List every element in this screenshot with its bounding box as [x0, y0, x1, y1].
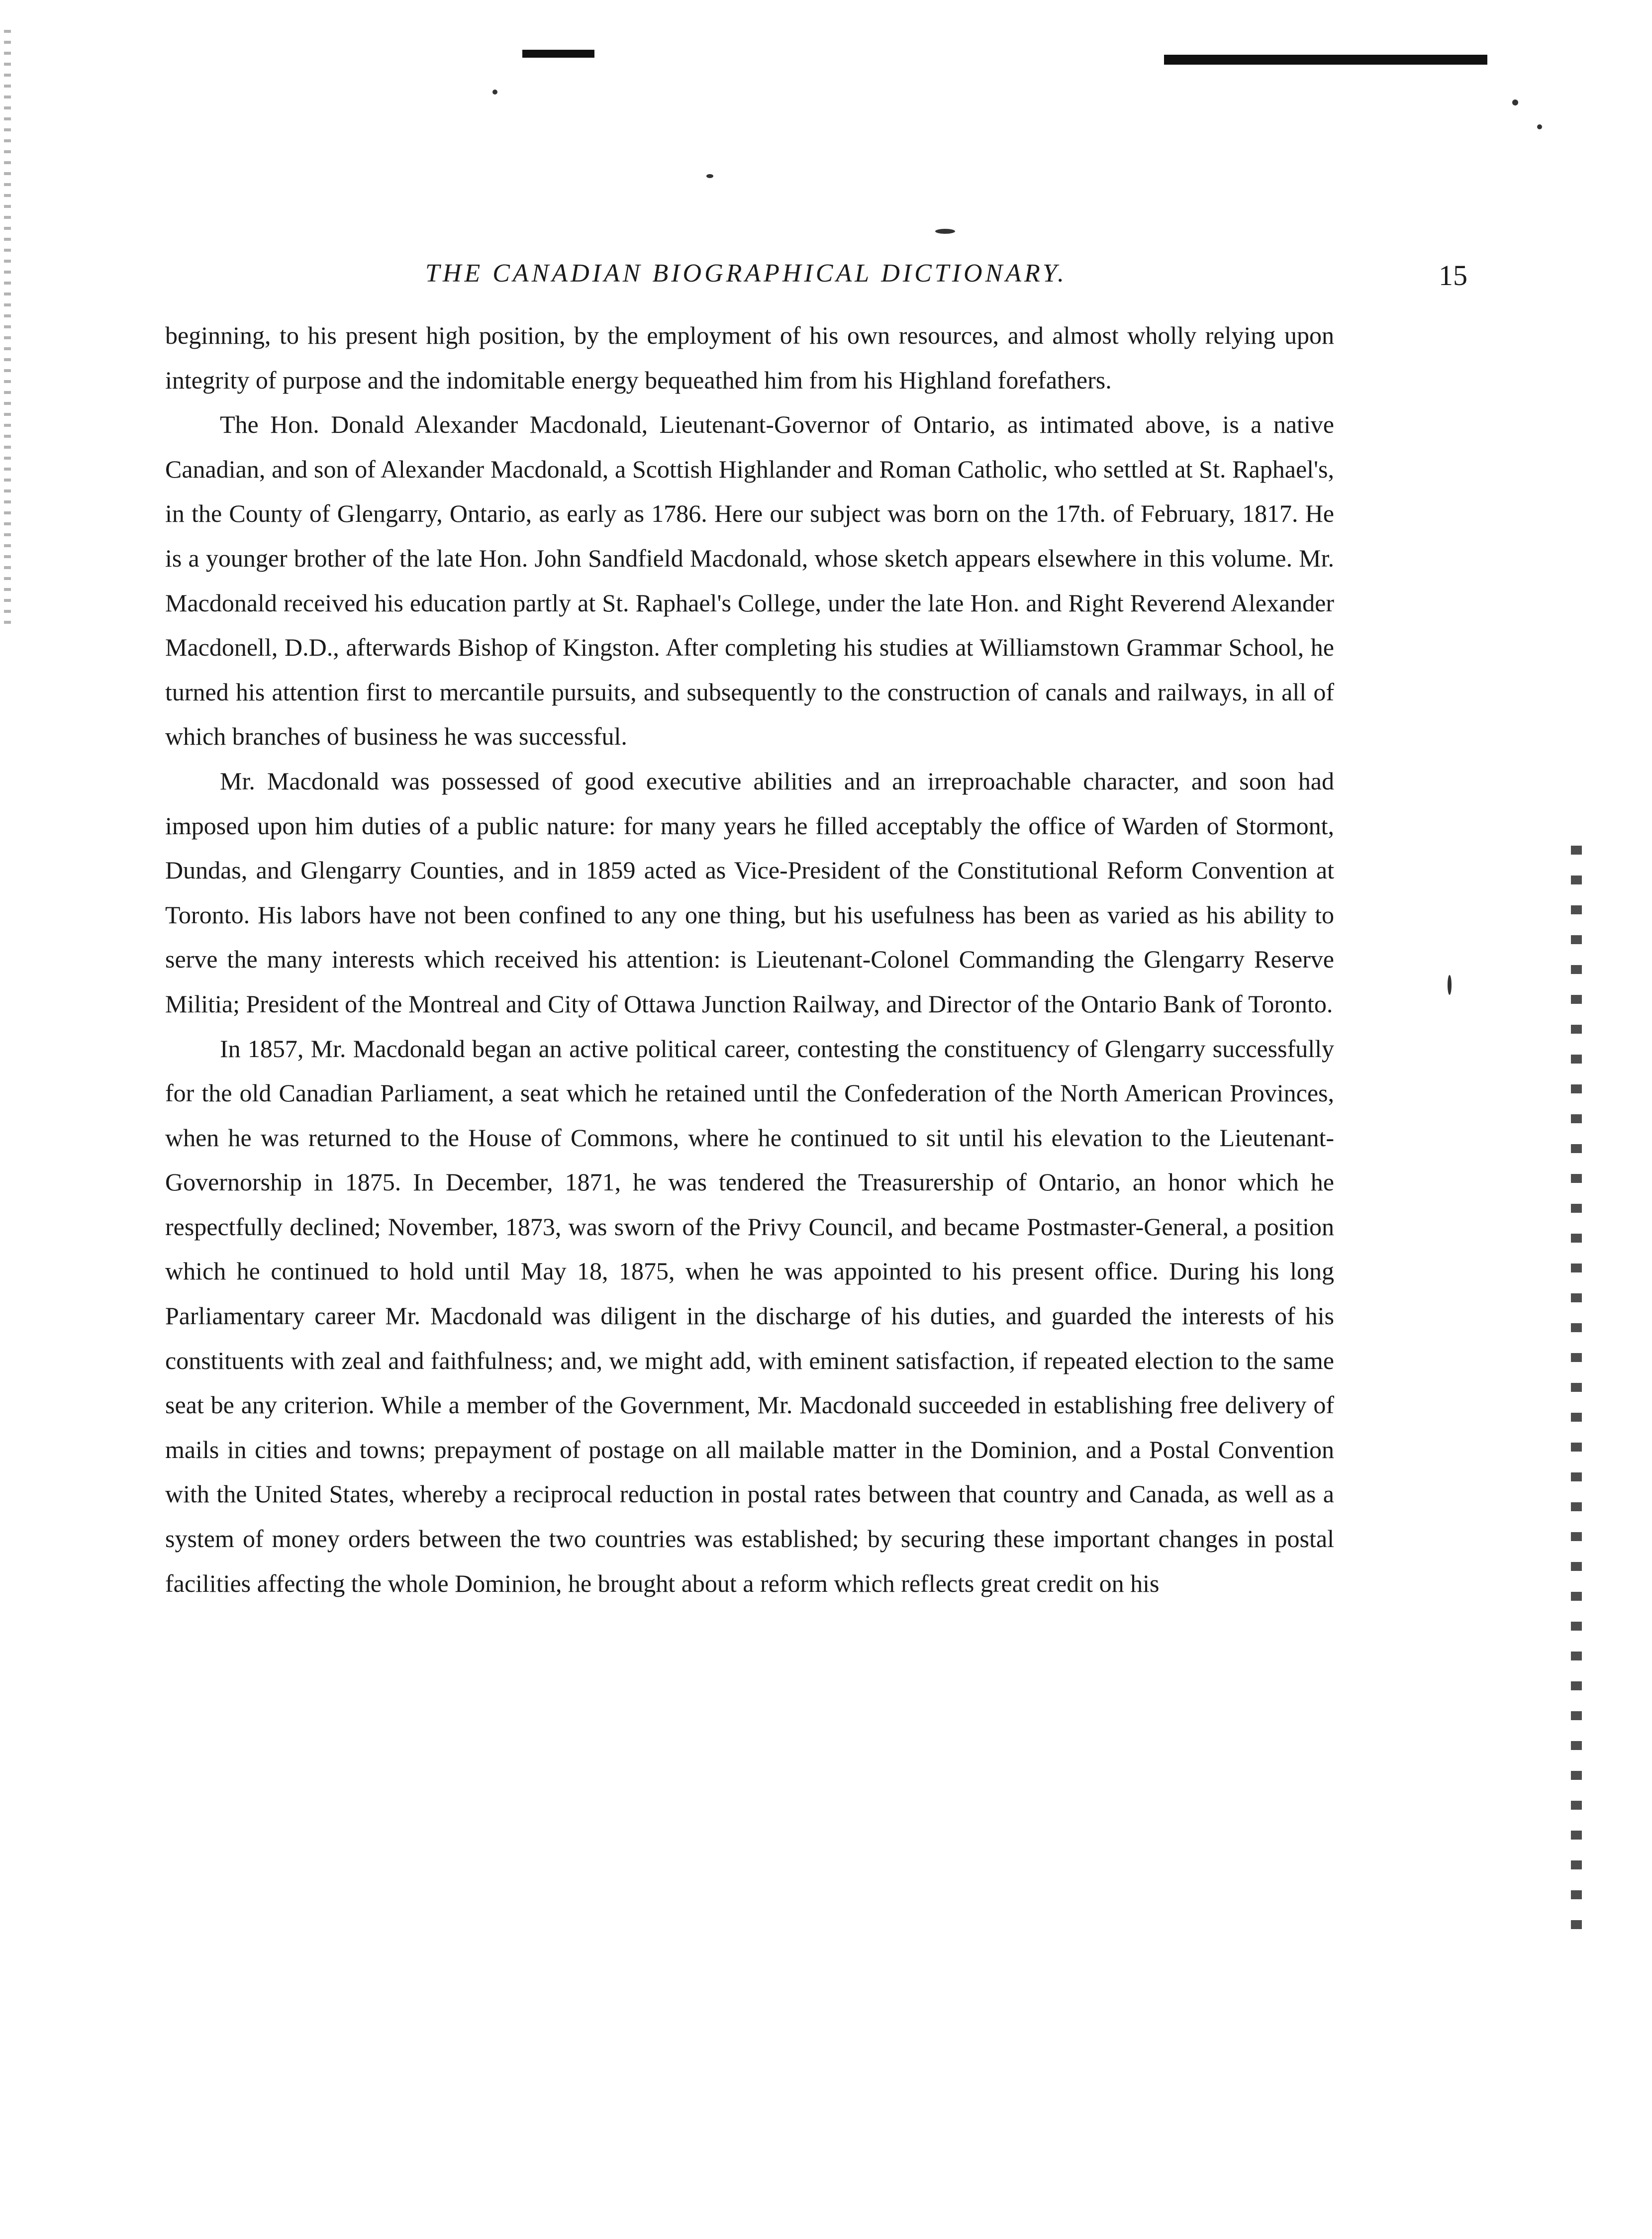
running-header-title: THE CANADIAN BIOGRAPHICAL DICTIONARY. [425, 259, 1067, 288]
scan-speck [1537, 124, 1542, 129]
scan-artifact-bar [522, 50, 594, 58]
scan-artifact-bar [1164, 55, 1487, 65]
paragraph: In 1857, Mr. Macdonald began an active political career, contesting the constituency of Glengarry successfully for the old Canadian Parliament, a seat which he retained until the Confederation of the North American Provinces, when he was returned to the House of Commons, where he continued to sit until his elevation to the Lieutenant-Governorship in 1875. In December, 1871, he was tendered the Treasurership of Ontario, an honor which he respectfully declined; November, 1873, was sworn of the Privy Council, and became Postmaster-General, a position which he continued to hold until May 18, 1875, when he was appointed to his present office. During his long Parliamentary career Mr. Macdonald was diligent in the discharge of his duties, and guarded the interests of his constituents with zeal and faithfulness; and, we might add, with eminent satisfaction, if repeated election to the same seat be any criterion. While a member of the Government, Mr. Macdonald succeeded in establishing free delivery of mails in cities and towns; prepayment of postage on all mailable matter in the Dominion, and a Postal Convention with the United States, whereby a reciprocal reduction in postal rates between that country and Canada, as well as a system of money orders between the two countries was established; by securing these important changes in postal facilities affecting the whole Dominion, he brought about a reform which reflects great credit on his [165, 1034, 1334, 1597]
scan-speck [706, 174, 713, 178]
scan-speck [492, 90, 497, 95]
scan-speck [1512, 99, 1518, 105]
scan-edge-noise [4, 30, 11, 627]
paragraph-continued: beginning, to his present high position, by the employment of his own resources, and almost wholly relying upon integrity of purpose and the indomitable energy bequeathed him from his Highland forefathers. [165, 321, 1334, 394]
page-number: 15 [1439, 259, 1467, 292]
scan-edge-noise [1571, 846, 1582, 1940]
scan-speck [935, 229, 955, 234]
paragraph: Mr. Macdonald was possessed of good executive abilities and an irreproachable character, and soon had imposed upon him duties of a public nature: for many years he filled acceptably the office of Warden of Stormont, Dundas, and Glengarry Counties, and in 1859 acted as Vice-President of the Constitutional Reform Convention at Toronto. His labors have not been confined to any one thing, but his usefulness has been as varied as his ability to serve the many interests which received his attention: is Lieutenant-Colonel Commanding the Glengarry Reserve Militia; President of the Montreal and City of Ottawa Junction Railway, and Director of the Ontario Bank of Toronto. [165, 767, 1334, 1018]
paragraph: The Hon. Donald Alexander Macdonald, Lieutenant-Governor of Ontario, as intimated above, is a native Canadian, and son of Alexander Macdonald, a Scottish Highlander and Roman Catholic, who settled at St. Raphael's, in the County of Glengarry, Ontario, as early as 1786. Here our subject was born on the 17th. of February, 1817. He is a younger brother of the late Hon. John Sandfield Macdonald, whose sketch appears elsewhere in this volume. Mr. Macdonald received his education partly at St. Raphael's College, under the late Hon. and Right Reverend Alexander Macdonell, D.D., afterwards Bishop of Kingston. After completing his studies at Williamstown Grammar School, he turned his attention first to mercantile pursuits, and subsequently to the construction of canals and railways, in all of which branches of business he was successful. [165, 410, 1334, 751]
scan-speck [1448, 975, 1452, 995]
body-text [165, 313, 1334, 1606]
